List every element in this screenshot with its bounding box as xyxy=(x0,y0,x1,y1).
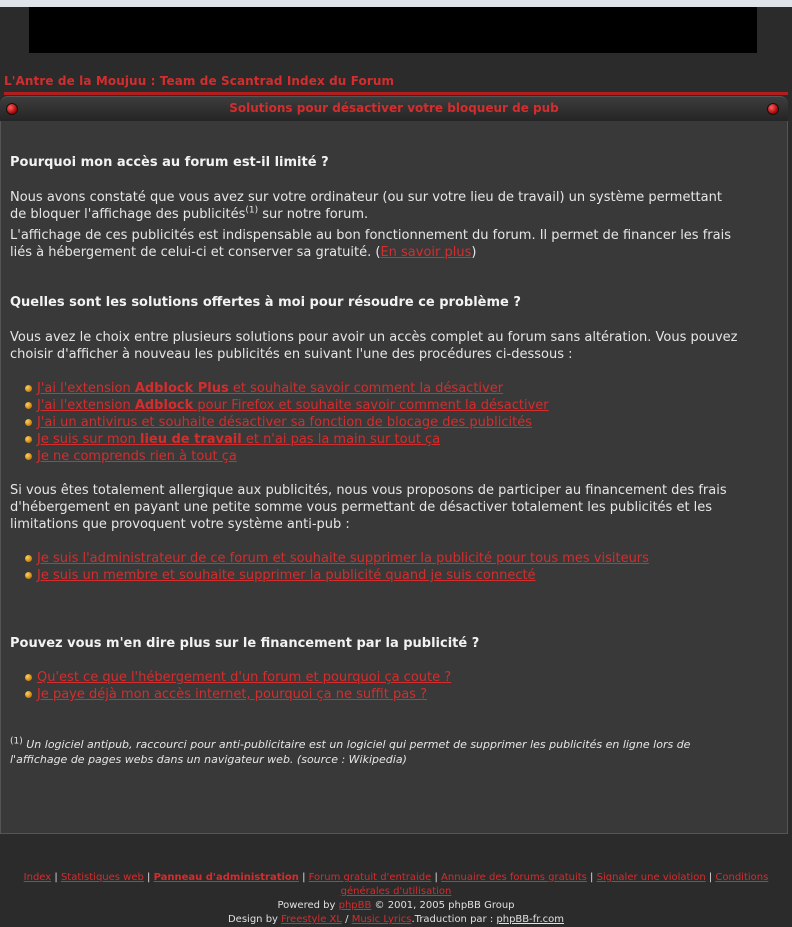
list-item xyxy=(24,414,549,431)
ad-banner xyxy=(29,7,757,53)
section2-intro2: choisir d'afficher à nouveau les publicités en suivant l'une des procédures ci-dessous : xyxy=(10,347,573,362)
footnote-line2: l'affichage de pages webs dans un navigateur web. (source : Wikipedia) xyxy=(10,753,407,766)
footer-admin-panel-link[interactable]: Panneau d'administration xyxy=(153,872,299,883)
admin-remove-ads-link[interactable]: Je suis l'administrateur de ce forum et souhaite supprimer la publicité pour tous mes visiteurs xyxy=(37,551,649,566)
footer-terms-link[interactable]: Conditions générales d'utilisation xyxy=(340,872,769,897)
allergic-paragraph xyxy=(10,482,770,533)
learn-more-link[interactable]: En savoir plus xyxy=(380,245,472,260)
section2-intro1: Vous avez le choix entre plusieurs solutions pour avoir un accès complet au forum sans altération. Vous pouvez xyxy=(10,330,738,345)
content-panel xyxy=(0,121,788,834)
breadcrumb-index-link[interactable]: Index du Forum xyxy=(286,74,395,88)
section1-paragraph1 xyxy=(10,189,770,223)
allergic-line3: limitations que provoquent votre système anti-pub : xyxy=(10,517,350,532)
list-item xyxy=(24,431,549,448)
powered-by: Powered by phpBB © 2001, 2005 phpBB Group xyxy=(277,900,515,911)
solutions-list xyxy=(24,380,549,465)
section1-paragraph2 xyxy=(10,227,770,261)
list-item xyxy=(24,669,451,686)
phpbb-link[interactable]: phpBB xyxy=(338,900,372,911)
breadcrumb-site-link[interactable]: L'Antre de la Moujuu : Team de Scantrad xyxy=(4,74,283,88)
section1-p2a: L'affichage de ces publicités est indispensable au bon fonctionnement du forum. Il permet de financer les frais xyxy=(10,228,731,243)
internet-paid-link[interactable]: Je paye déjà mon accès internet, pourquoi ça ne suffit pas ? xyxy=(37,687,427,702)
red-dot-icon xyxy=(767,103,779,115)
footer-report-link[interactable]: Signaler une violation xyxy=(596,872,706,883)
section2-heading: Quelles sont les solutions offertes à moi pour résoudre ce problème ? xyxy=(10,295,521,310)
dont-understand-link[interactable]: Je ne comprends rien à tout ça xyxy=(37,449,237,464)
list-item xyxy=(24,448,549,465)
list-item xyxy=(24,550,649,567)
breadcrumb xyxy=(4,74,394,88)
panel-titlebar xyxy=(0,96,788,122)
adblock-plus-link[interactable]: J'ai l'extension Adblock Plus et souhaite savoir comment la désactiver xyxy=(37,381,504,396)
design-credits: Design by Freestyle XL / Music Lyrics.Traduction par : phpBB-fr.com xyxy=(227,914,565,925)
panel-title: Solutions pour désactiver votre bloqueur de pub xyxy=(229,101,559,115)
phpbb-fr-link[interactable]: phpBB-fr.com xyxy=(496,914,565,925)
section2-intro xyxy=(10,329,770,363)
antivirus-link[interactable]: J'ai un antivirus et souhaite désactiver sa fonction de blocage des publicités xyxy=(37,415,532,430)
top-strip xyxy=(0,0,792,7)
music-lyrics-link[interactable]: Music Lyrics xyxy=(351,914,412,925)
section1-p2c: ) xyxy=(471,245,477,260)
section1-p1c: sur notre forum. xyxy=(258,207,369,222)
list-item xyxy=(24,567,649,584)
footer-help-forum-link[interactable]: Forum gratuit d'entraide xyxy=(308,872,432,883)
list-item xyxy=(24,686,451,703)
footnote-ref: (1) xyxy=(245,205,259,216)
section3-heading: Pouvez vous m'en dire plus sur le financement par la publicité ? xyxy=(10,636,480,651)
member-remove-ads-link[interactable]: Je suis un membre et souhaite supprimer la publicité quand je suis connecté xyxy=(37,568,536,583)
footer-index-link[interactable]: Index xyxy=(23,872,52,883)
allergic-line2: d'hébergement en payant une petite somme vous permettant de désactiver totalement les publicités et les xyxy=(10,500,713,515)
footer-directory-link[interactable]: Annuaire des forums gratuits xyxy=(441,872,587,883)
section1-p1a: Nous avons constaté que vous avez sur votre ordinateur (ou sur votre lieu de travail) un système permettant xyxy=(10,190,722,205)
page-footer xyxy=(0,871,792,927)
list-item xyxy=(24,380,549,397)
financing-list xyxy=(24,669,451,703)
footer-stats-link[interactable]: Statistiques web xyxy=(60,872,144,883)
section1-heading: Pourquoi mon accès au forum est-il limité ? xyxy=(10,155,329,170)
allergic-line1: Si vous êtes totalement allergique aux publicités, nous vous proposons de participer au financement des frais xyxy=(10,483,727,498)
header-divider xyxy=(4,92,788,95)
footnote-marker: (1) xyxy=(10,736,23,747)
footnote xyxy=(10,737,770,767)
footer-links: Index | Statistiques web | Panneau d'administration | Forum gratuit d'entraide | Annuaire des forums gratuits | Signaler une violation | Conditions générales d'utilisation xyxy=(23,872,769,897)
hosting-cost-link[interactable]: Qu'est ce que l'hébergement d'un forum et pourquoi ça coute ? xyxy=(37,670,452,685)
list-item xyxy=(24,397,549,414)
adblock-firefox-link[interactable]: J'ai l'extension Adblock pour Firefox et souhaite savoir comment la désactiver xyxy=(37,398,549,413)
workplace-link[interactable]: Je suis sur mon lieu de travail et n'ai pas la main sur tout ça xyxy=(37,432,441,447)
footnote-line1: Un logiciel antipub, raccourci pour anti-publicitaire est un logiciel qui permet de supprimer les publicités en ligne lors de xyxy=(22,738,691,751)
section1-p2b: liés à hébergement de celui-ci et conserver sa gratuité. ( xyxy=(10,245,381,260)
section1-p1b: de bloquer l'affichage des publicités xyxy=(10,207,246,222)
freestyle-xl-link[interactable]: Freestyle XL xyxy=(281,914,342,925)
remove-ads-list xyxy=(24,550,649,584)
